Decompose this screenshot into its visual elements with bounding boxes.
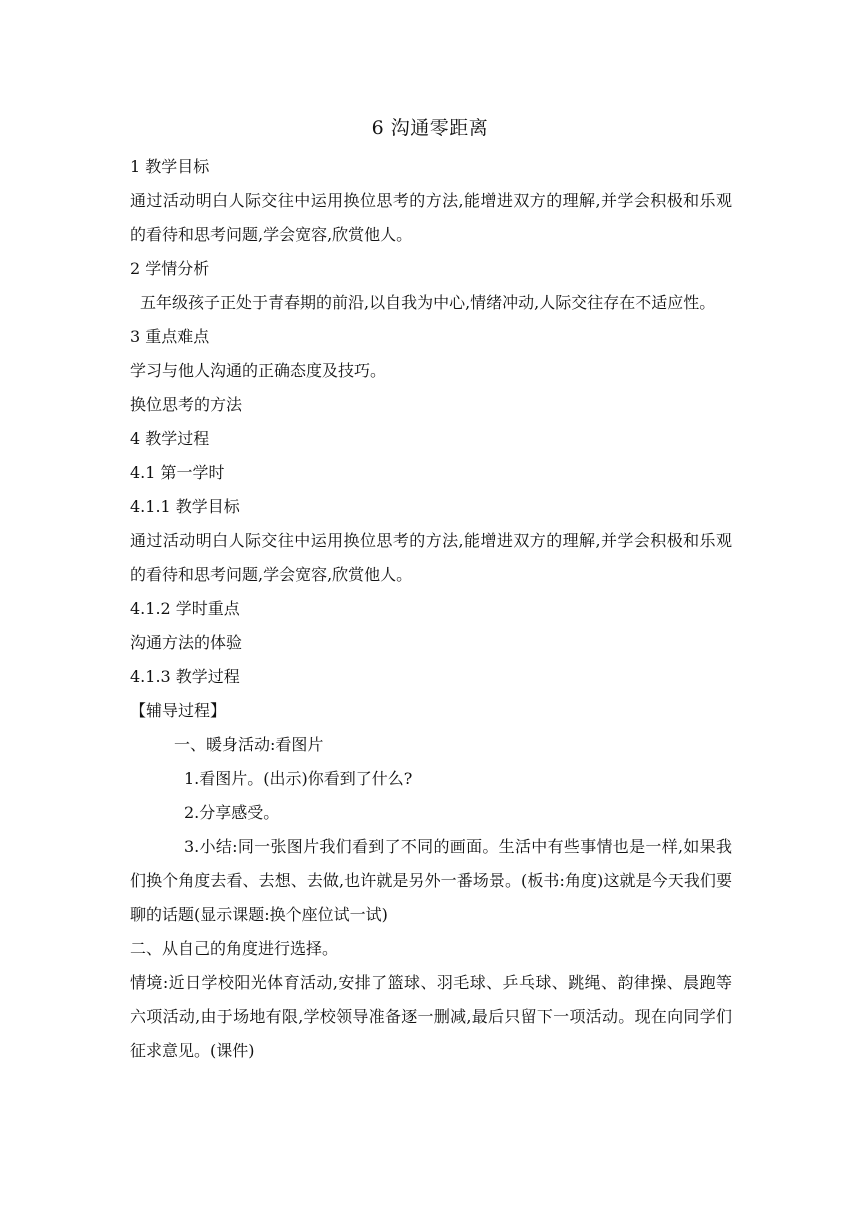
- paragraph-lesson-focus: 沟通方法的体验: [130, 633, 243, 652]
- document-title: 6 沟通零距离: [371, 117, 489, 139]
- document-body: [130, 150, 732, 1068]
- guide-process-heading: 【辅导过程】: [130, 701, 227, 720]
- key-point-line-2: 换位思考的方法: [130, 395, 243, 414]
- section-heading-key-points: 3 重点难点: [130, 327, 210, 346]
- paragraph-student-analysis: 五年级孩子正处于青春期的前沿,以自我为中心,情绪冲动,人际交往存在不适应性。: [140, 293, 716, 312]
- subsection-heading-lesson-goals: 4.1.1 教学目标: [130, 497, 240, 516]
- subsection-heading-lesson-process: 4.1.3 教学过程: [130, 667, 240, 686]
- part-two-heading: 二、从自己的角度进行选择。: [130, 939, 339, 958]
- section-heading-teaching-process: 4 教学过程: [130, 429, 210, 448]
- subsection-heading-first-lesson: 4.1 第一学时: [130, 463, 225, 482]
- warmup-heading: 一、暖身活动:看图片: [174, 735, 324, 754]
- paragraph-lesson-goals: 通过活动明白人际交往中运用换位思考的方法,能增进双方的理解,并学会积极和乐观的看待和思考问题,学会宽容,欣赏他人。: [130, 531, 732, 584]
- paragraph-teaching-goals: 通过活动明白人际交往中运用换位思考的方法,能增进双方的理解,并学会积极和乐观的看待和思考问题,学会宽容,欣赏他人。: [130, 191, 732, 244]
- warmup-item-3: 3.小结:同一张图片我们看到了不同的画面。生活中有些事情也是一样,如果我们换个角度去看、去想、去做,也许就是另外一番场景。(板书:角度)这就是今天我们要聊的话题(显示课题:换个座位试一试): [130, 837, 732, 924]
- subsection-heading-lesson-focus: 4.1.2 学时重点: [130, 599, 240, 618]
- warmup-item-1: 1.看图片。(出示)你看到了什么?: [184, 769, 413, 788]
- key-point-line-1: 学习与他人沟通的正确态度及技巧。: [130, 361, 387, 380]
- section-heading-student-analysis: 2 学情分析: [130, 259, 210, 278]
- section-heading-teaching-goals: 1 教学目标: [130, 157, 210, 176]
- part-two-scenario: 情境:近日学校阳光体育活动,安排了篮球、羽毛球、乒乓球、跳绳、韵律操、晨跑等六项活动,由于场地有限,学校领导准备逐一删减,最后只留下一项活动。现在向同学们征求意见。(课件): [130, 973, 732, 1060]
- warmup-item-2: 2.分享感受。: [184, 803, 280, 822]
